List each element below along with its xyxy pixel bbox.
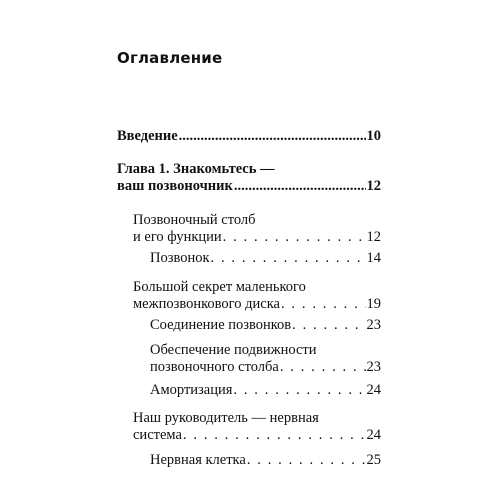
- toc-entry-nerve-cell[interactable]: [150, 451, 381, 469]
- toc-entry-page: 10: [366, 128, 381, 144]
- toc-entry-page: 23: [366, 317, 381, 333]
- toc-entry-page: 23: [366, 359, 381, 375]
- dot-leader: [234, 177, 366, 195]
- toc-entry-title: Позвонок: [150, 250, 210, 266]
- toc-entry-disc-line-1[interactable]: [133, 278, 381, 296]
- toc-entry-title: межпозвонкового диска: [133, 296, 280, 312]
- toc-entry-nervous-system-line-1[interactable]: [133, 409, 381, 427]
- toc-entry-title: Обеспечение подвижности: [150, 342, 317, 358]
- dot-leader: [280, 358, 366, 376]
- toc-entry-title: система: [133, 427, 182, 443]
- toc-entry-title: и его функции: [133, 229, 222, 245]
- dot-leader: [179, 127, 366, 145]
- toc-entry-spinal-column-line-1[interactable]: [133, 211, 381, 229]
- toc-entry-title: Позвоночный столб: [133, 212, 256, 228]
- toc-entry-title: Нервная клетка: [150, 452, 246, 468]
- toc-entry-page: 14: [366, 250, 381, 266]
- toc-entry-title: Введение: [117, 128, 178, 144]
- toc-entry-title: Глава 1. Знакомьтесь —: [117, 161, 275, 177]
- dot-leader: [233, 381, 365, 399]
- toc-entry-introduction[interactable]: [117, 127, 381, 145]
- dot-leader: [183, 426, 366, 444]
- toc-entry-vertebra-joints[interactable]: [150, 316, 381, 334]
- dot-leader: [211, 249, 366, 267]
- dot-leader: [247, 451, 366, 469]
- dot-leader: [292, 316, 365, 334]
- toc-heading: Оглавление: [117, 49, 223, 67]
- toc-entry-title: Наш руководитель — нервная: [133, 410, 319, 426]
- toc-entry-vertebra[interactable]: [150, 249, 381, 267]
- toc-entry-title: позвоночного столба: [150, 359, 279, 375]
- toc-entry-title: Большой секрет маленького: [133, 279, 306, 295]
- toc-entry-page: 12: [366, 178, 381, 194]
- toc-entry-disc[interactable]: [133, 295, 381, 313]
- dot-leader: [223, 228, 366, 246]
- toc-entry-page: 19: [366, 296, 381, 312]
- toc-entry-title: ваш позвоночник: [117, 178, 233, 194]
- toc-entry-title: Соединение позвонков: [150, 317, 292, 333]
- toc-entry-chapter-1[interactable]: [117, 177, 381, 195]
- toc-entry-mobility-line-1[interactable]: [150, 341, 381, 359]
- toc-entry-mobility[interactable]: [150, 358, 381, 376]
- dot-leader: [281, 295, 366, 313]
- toc-entry-cushioning[interactable]: [150, 381, 381, 399]
- toc-entry-page: 24: [366, 382, 381, 398]
- toc-entry-spinal-column[interactable]: [133, 228, 381, 246]
- toc-entry-title: Амортизация: [150, 382, 233, 398]
- toc-entry-chapter-1-line-1[interactable]: [117, 160, 381, 178]
- toc-entry-page: 12: [366, 229, 381, 245]
- toc-entry-nervous-system[interactable]: [133, 426, 381, 444]
- toc-entry-page: 25: [366, 452, 381, 468]
- toc-entry-page: 24: [366, 427, 381, 443]
